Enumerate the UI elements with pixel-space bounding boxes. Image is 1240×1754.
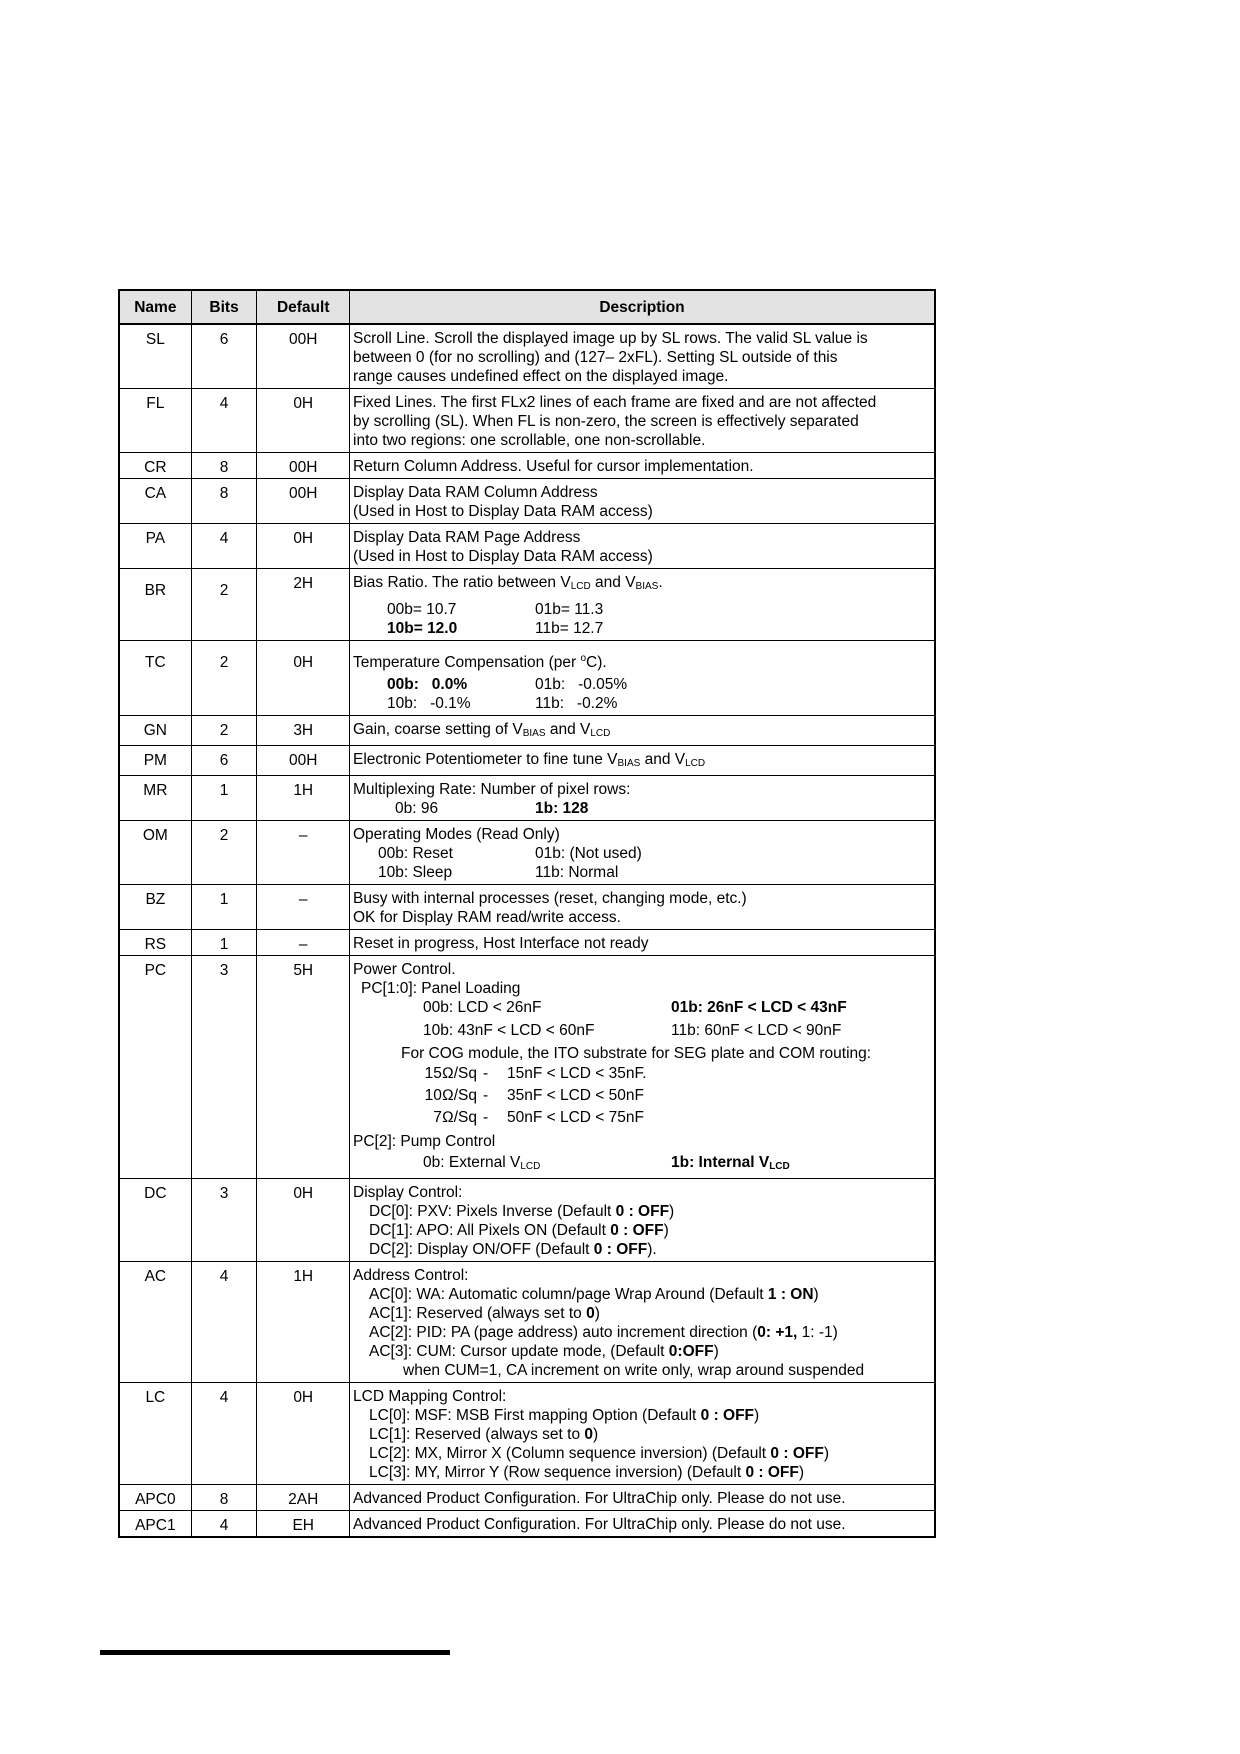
reg-description: [350, 746, 936, 776]
option: 00b= 10.7: [387, 601, 457, 618]
reg-description: [350, 1383, 936, 1485]
option: 10b: Sleep: [378, 864, 453, 881]
reg-name: CR: [119, 453, 191, 479]
option: 0b: External $V_{LCD}$: [423, 1154, 541, 1172]
reg-default: 0H: [257, 1179, 350, 1262]
reg-bits: 3: [191, 956, 257, 1179]
desc-line: AC[3]: CUM: Cursor update mode, (Default 0:OFF): [369, 1343, 719, 1360]
desc-line: Display Data RAM Column Address: [353, 484, 598, 501]
reg-default: 5H: [257, 956, 350, 1179]
option: 01b: (Not used): [535, 845, 642, 862]
table-row: [119, 746, 935, 776]
ito-resistance: 10Ω/Sq: [424, 1087, 477, 1104]
reg-default: 2AH: [257, 1485, 350, 1511]
ito-range: 50nF < LCD < 75nF: [507, 1109, 644, 1126]
desc-line: Busy with internal processes (reset, changing mode, etc.): [353, 890, 747, 907]
option-grid: [353, 1153, 931, 1176]
reg-default: 0H: [257, 389, 350, 453]
desc-line: Gain, coarse setting of $V_{BIAS}$ and $V_{LCD}$: [353, 721, 611, 739]
option-grid: [353, 844, 931, 882]
table-row: [119, 885, 935, 930]
table-row: [119, 716, 935, 746]
table-row: [119, 1179, 935, 1262]
ito-table: [353, 1063, 931, 1129]
table-row: [119, 453, 935, 479]
table-row: [119, 569, 935, 641]
reg-default: EH: [257, 1511, 350, 1538]
desc-line: Operating Modes (Read Only): [353, 826, 560, 843]
reg-name: PC: [119, 956, 191, 1179]
desc-line: Reset in progress, Host Interface not ready: [353, 935, 649, 952]
reg-default: 00H: [257, 479, 350, 524]
reg-description: [350, 389, 936, 453]
desc-line: Advanced Product Configuration. For UltraChip only. Please do not use.: [353, 1516, 846, 1533]
ito-range: 35nF < LCD < 50nF: [507, 1087, 644, 1104]
reg-default: 2H: [257, 569, 350, 641]
reg-description: [350, 776, 936, 821]
option-grid: [353, 799, 931, 818]
reg-default: 1H: [257, 1262, 350, 1383]
reg-bits: 1: [191, 776, 257, 821]
reg-description: [350, 1262, 936, 1383]
reg-description: [350, 1485, 936, 1511]
table-row: [119, 641, 935, 716]
ito-range: 15nF < LCD < 35nF.: [507, 1065, 647, 1082]
desc-line: AC[2]: PID: PA (page address) auto increment direction (0: +1, 1: -1): [369, 1324, 838, 1341]
reg-bits: 8: [191, 479, 257, 524]
reg-name: CA: [119, 479, 191, 524]
option-default: 10b= 12.0: [387, 620, 458, 637]
desc-line: For COG module, the ITO substrate for SEG plate and COM routing:: [401, 1045, 872, 1062]
desc-line: Multiplexing Rate: Number of pixel rows:: [353, 781, 631, 798]
option-grid: [353, 998, 931, 1040]
reg-name: PA: [119, 524, 191, 569]
reg-bits: 2: [191, 821, 257, 885]
reg-bits: 3: [191, 1179, 257, 1262]
table-row: [119, 956, 935, 1179]
table-row: [119, 324, 935, 389]
reg-name: BR: [119, 569, 191, 641]
ito-dash: -: [483, 1087, 489, 1104]
reg-name: MR: [119, 776, 191, 821]
desc-line: Power Control.: [353, 961, 456, 978]
table-row: [119, 389, 935, 453]
table-row: [119, 821, 935, 885]
reg-description: [350, 930, 936, 956]
option: 11b= 12.7: [535, 620, 604, 637]
header-default: Default: [257, 290, 350, 324]
desc-line: Fixed Lines. The first FLx2 lines of each frame are fixed and are not affected: [353, 394, 877, 411]
header-description: Description: [350, 290, 936, 324]
reg-default: –: [257, 821, 350, 885]
option-default: 1b: Internal $V_{LCD}$: [671, 1154, 790, 1172]
option: 01b= 11.3: [535, 601, 604, 618]
header-row: [119, 290, 935, 324]
reg-bits: 4: [191, 1262, 257, 1383]
footnote-rule: [100, 1650, 450, 1655]
reg-bits: 1: [191, 885, 257, 930]
reg-description: [350, 524, 936, 569]
option-default: 00b: 0.0%: [387, 676, 468, 693]
desc-line: DC[1]: APO: All Pixels ON (Default 0 : OFF): [369, 1222, 669, 1239]
option: 00b: Reset: [378, 845, 453, 862]
reg-name: LC: [119, 1383, 191, 1485]
reg-description: [350, 956, 936, 1179]
reg-bits: 8: [191, 453, 257, 479]
desc-line: Address Control:: [353, 1267, 469, 1284]
reg-name: AC: [119, 1262, 191, 1383]
table-row: [119, 1511, 935, 1538]
desc-line: (Used in Host to Display Data RAM access): [353, 503, 653, 520]
reg-default: 00H: [257, 324, 350, 389]
reg-description: [350, 716, 936, 746]
reg-description: [350, 1511, 936, 1538]
ito-resistance: 7Ω/Sq: [433, 1109, 477, 1126]
desc-line: LC[2]: MX, Mirror X (Column sequence inversion) (Default 0 : OFF): [369, 1445, 829, 1462]
reg-bits: 4: [191, 1511, 257, 1538]
option: 10b: 43nF < LCD < 60nF: [423, 1022, 595, 1039]
reg-name: APC1: [119, 1511, 191, 1538]
reg-description: [350, 885, 936, 930]
desc-line: Temperature Compensation (per $^o$C).: [353, 653, 607, 671]
desc-line: between 0 (for no scrolling) and (127– 2xFL). Setting SL outside of this: [353, 349, 838, 366]
reg-description: [350, 569, 936, 641]
reg-default: 0H: [257, 641, 350, 716]
desc-line: by scrolling (SL). When FL is non-zero, the screen is effectively separated: [353, 413, 859, 430]
desc-line: Advanced Product Configuration. For UltraChip only. Please do not use.: [353, 1490, 846, 1507]
reg-name: SL: [119, 324, 191, 389]
option-default: 1b: 128: [535, 800, 589, 817]
desc-line: Bias Ratio. The ratio between $V_{LCD}$ and $V_{BIAS}$.: [353, 574, 663, 592]
reg-bits: 2: [191, 641, 257, 716]
reg-bits: 2: [191, 569, 257, 641]
desc-line: Electronic Potentiometer to fine tune $V_{BIAS}$ and $V_{LCD}$: [353, 751, 706, 769]
reg-default: –: [257, 885, 350, 930]
register-table: [118, 289, 936, 1538]
reg-bits: 6: [191, 746, 257, 776]
desc-line: AC[1]: Reserved (always set to 0): [369, 1305, 600, 1322]
desc-line: Display Data RAM Page Address: [353, 529, 581, 546]
reg-description: [350, 453, 936, 479]
reg-bits: 1: [191, 930, 257, 956]
reg-description: [350, 1179, 936, 1262]
option: 00b: LCD < 26nF: [423, 999, 542, 1016]
reg-bits: 6: [191, 324, 257, 389]
option-default: 01b: 26nF < LCD < 43nF: [671, 999, 847, 1016]
ito-resistance: 15Ω/Sq: [424, 1065, 477, 1082]
option: 0b: 96: [395, 800, 439, 817]
reg-bits: 8: [191, 1485, 257, 1511]
reg-bits: 4: [191, 524, 257, 569]
reg-default: –: [257, 930, 350, 956]
desc-line: DC[2]: Display ON/OFF (Default 0 : OFF).: [369, 1241, 657, 1258]
reg-bits: 2: [191, 716, 257, 746]
option-grid: [353, 675, 931, 713]
table-row: [119, 479, 935, 524]
desc-line: LC[1]: Reserved (always set to 0): [369, 1426, 599, 1443]
option-grid: [353, 600, 931, 638]
header-bits: Bits: [191, 290, 257, 324]
reg-description: [350, 641, 936, 716]
option: 11b: 60nF < LCD < 90nF: [671, 1022, 842, 1039]
desc-line: AC[0]: WA: Automatic column/page Wrap Around (Default 1 : ON): [369, 1286, 819, 1303]
option: 11b: -0.2%: [535, 695, 618, 712]
desc-line: DC[0]: PXV: Pixels Inverse (Default 0 : OFF): [369, 1203, 675, 1220]
desc-line: LC[3]: MY, Mirror Y (Row sequence inversion) (Default 0 : OFF): [369, 1464, 805, 1481]
reg-default: 0H: [257, 1383, 350, 1485]
header-name: Name: [119, 290, 191, 324]
reg-name: OM: [119, 821, 191, 885]
desc-line: range causes undefined effect on the displayed image.: [353, 368, 729, 385]
option: 10b: -0.1%: [387, 695, 471, 712]
reg-name: TC: [119, 641, 191, 716]
desc-line: when CUM=1, CA increment on write only, wrap around suspended: [403, 1362, 865, 1379]
option: 01b: -0.05%: [535, 676, 628, 693]
table-row: [119, 930, 935, 956]
ito-dash: -: [483, 1065, 489, 1082]
reg-bits: 4: [191, 1383, 257, 1485]
reg-description: [350, 324, 936, 389]
reg-name: BZ: [119, 885, 191, 930]
table-row: [119, 776, 935, 821]
table-row: [119, 1262, 935, 1383]
reg-name: FL: [119, 389, 191, 453]
desc-line: Return Column Address. Useful for cursor implementation.: [353, 458, 754, 475]
desc-line: Scroll Line. Scroll the displayed image up by SL rows. The valid SL value is: [353, 330, 868, 347]
desc-line: PC[1:0]: Panel Loading: [361, 980, 521, 997]
table-row: [119, 1485, 935, 1511]
reg-name: DC: [119, 1179, 191, 1262]
desc-line: OK for Display RAM read/write access.: [353, 909, 621, 926]
ito-dash: -: [483, 1109, 489, 1126]
desc-line: LC[0]: MSF: MSB First mapping Option (Default 0 : OFF): [369, 1407, 760, 1424]
reg-name: GN: [119, 716, 191, 746]
desc-line: LCD Mapping Control:: [353, 1388, 507, 1405]
desc-line: (Used in Host to Display Data RAM access): [353, 548, 653, 565]
option: 11b: Normal: [535, 864, 619, 881]
reg-description: [350, 821, 936, 885]
reg-name: APC0: [119, 1485, 191, 1511]
reg-description: [350, 479, 936, 524]
reg-bits: 4: [191, 389, 257, 453]
reg-default: 1H: [257, 776, 350, 821]
reg-default: 00H: [257, 746, 350, 776]
desc-line: Display Control:: [353, 1184, 463, 1201]
reg-name: RS: [119, 930, 191, 956]
reg-default: 00H: [257, 453, 350, 479]
reg-name: PM: [119, 746, 191, 776]
table-row: [119, 1383, 935, 1485]
desc-line: PC[2]: Pump Control: [353, 1133, 496, 1150]
desc-line: into two regions: one scrollable, one non-scrollable.: [353, 432, 706, 449]
reg-default: 0H: [257, 524, 350, 569]
table-row: [119, 524, 935, 569]
reg-default: 3H: [257, 716, 350, 746]
